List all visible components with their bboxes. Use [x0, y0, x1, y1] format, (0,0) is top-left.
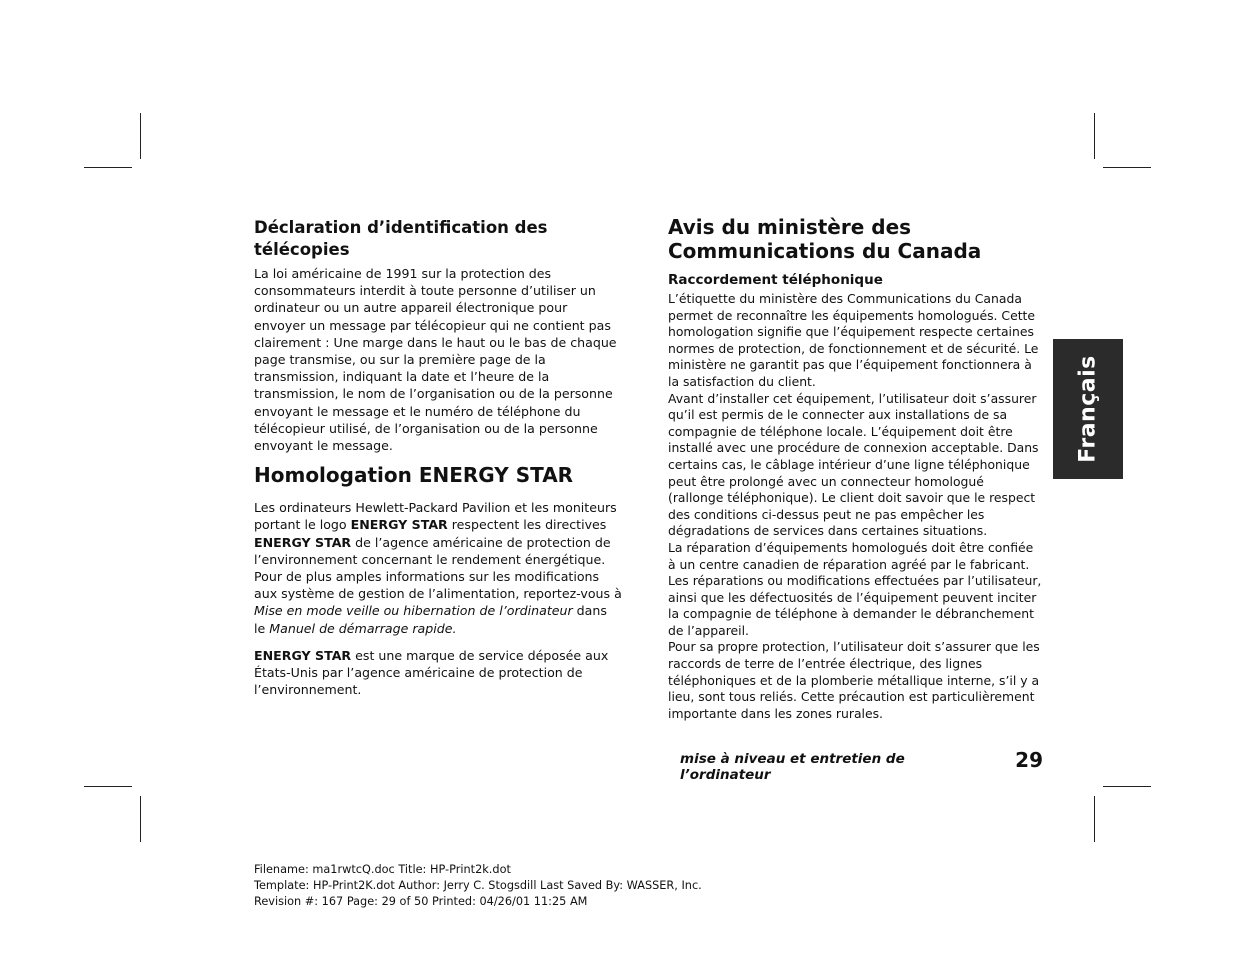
language-tab-label: Français	[1075, 355, 1101, 463]
crop-mark	[84, 786, 132, 787]
energy-star-heading: Homologation ENERGY STAR	[254, 463, 574, 488]
metadata-line: Revision #: 167 Page: 29 of 50 Printed: 04/26/01 11:25 AM	[254, 895, 588, 908]
crop-mark	[1103, 167, 1151, 168]
footer-title: mise à niveau et entretien de l’ordinateur	[680, 751, 905, 783]
crop-mark	[1094, 113, 1095, 159]
left-column	[254, 217, 622, 698]
canada-notice-paragraph: Avant d’installer cet équipement, l’utilisateur doit s’assurer qu’il est permis de le connecter aux installations de sa compagnie de téléphone locale. L’équipement doit être installé avec une procédure de connexion acceptable. Dans certains cas, le câblage intérieur d’une ligne téléphonique peut être prolongé avec un connecteur homologué (rallonge téléphonique). Le client doit savoir que le respect des conditions ci-dessus peut ne pas empêcher les dégradations de services dans certaines situations.	[668, 390, 1039, 539]
telephone-connection-subheading: Raccordement téléphonique	[668, 272, 883, 288]
crop-mark	[140, 113, 141, 159]
right-column	[668, 215, 1042, 722]
fax-declaration-heading: Déclaration d’identification des télécopies	[254, 218, 548, 259]
crop-mark	[140, 796, 141, 842]
page-number: 29	[1015, 748, 1043, 772]
crop-mark	[1103, 786, 1151, 787]
page-footer	[680, 748, 1045, 783]
language-tab	[1053, 339, 1123, 479]
canada-notice-paragraph: L’étiquette du ministère des Communications du Canada permet de reconnaître les équipements homologués. Cette homologation signifie que l’équipement respecte certaines normes de protection, de fonctionnement et de sécurité. Le ministère ne garantit pas que l’équipement fonctionnera à la satisfaction du client.	[668, 291, 1039, 389]
crop-mark	[84, 167, 132, 168]
fax-declaration-body: La loi américaine de 1991 sur la protection des consommateurs interdit à toute personne d’utiliser un ordinateur ou un autre appareil électronique pour envoyer un message par télécopieur qui ne contient pas clairement : Une marge dans le haut ou le bas de chaque page transmise, ou sur la première page de la transmission, indiquant la date et l’heure de la transmission, le nom de l’organisation ou de la personne envoyant le message et le numéro de téléphone du télécopieur utilisé, de l’organisation ou de la personne envoyant le message.	[254, 266, 617, 454]
energy-star-trademark-paragraph: ENERGY STAR est une marque de service déposée aux États-Unis par l’agence américaine de protection de l’environnement.	[254, 647, 609, 698]
document-metadata	[254, 862, 702, 910]
crop-mark	[1094, 796, 1095, 842]
metadata-line: Filename: ma1rwtcQ.doc Title: HP-Print2k.dot	[254, 863, 511, 876]
canada-notice-heading: Avis du ministère des Communications du Canada	[668, 215, 982, 263]
canada-notice-paragraph: Pour sa propre protection, l’utilisateur doit s’assurer que les raccords de terre de l’entrée électrique, des lignes téléphoniques et de la plomberie métallique interne, s’il y a lieu, sont tous reliés. Cette précaution est particulièrement importante dans les zones rurales.	[668, 639, 1040, 721]
canada-notice-paragraph: La réparation d’équipements homologués doit être confiée à un centre canadien de réparation agréé par le fabricant. Les réparations ou modifications effectuées par l’utilisateur, ainsi que les défectuosités de l’équipement peuvent inciter la compagnie de téléphone à demander le débranchement de l’appareil.	[668, 539, 1042, 638]
energy-star-paragraph: Les ordinateurs Hewlett-Packard Pavilion et les moniteurs portant le logo ENERGY STAR respectent les directives ENERGY STAR de l’agence américaine de protection de l’environnement concernant le rendement énergétique. Pour de plus amples informations sur les modifications aux système de gestion de l’alimentation, reportez-vous à Mise en mode veille ou hibernation de l’ordinateur dans le Manuel de démarrage rapide.	[254, 500, 622, 636]
metadata-line: Template: HP-Print2K.dot Author: Jerry C. Stogsdill Last Saved By: WASSER, Inc.	[254, 879, 702, 892]
